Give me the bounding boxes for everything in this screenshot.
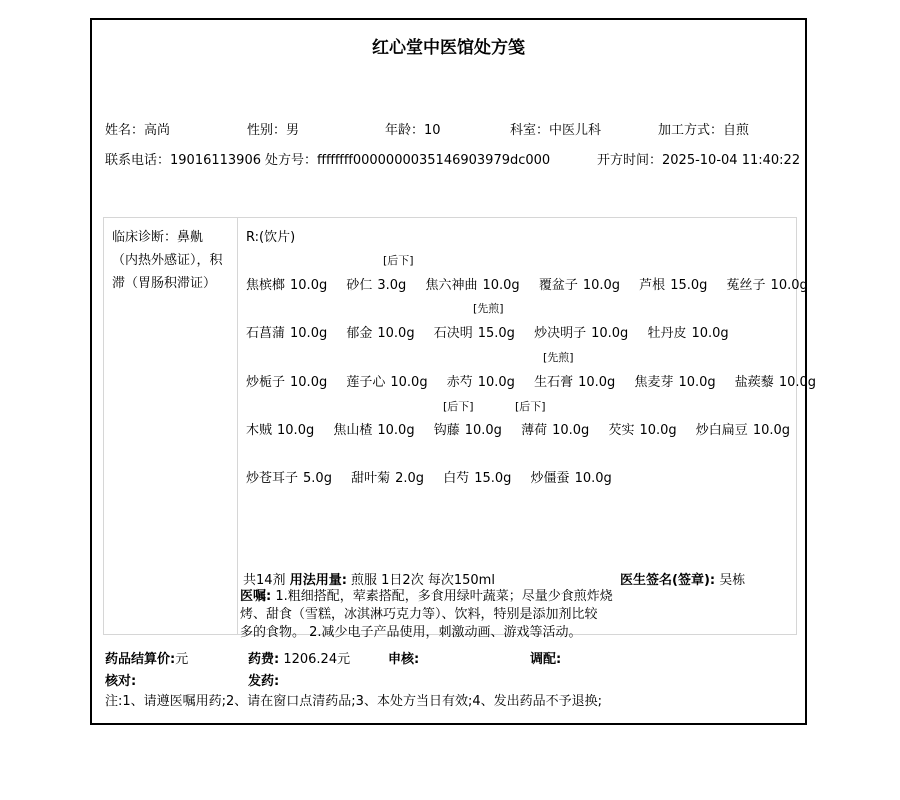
settle-price (105, 648, 188, 667)
usage-text: 煎服 1日2次 每次150ml (351, 573, 495, 588)
herb-line (246, 322, 744, 341)
herb-name: 炒栀子 (246, 375, 286, 390)
patient-name-value: 高尚 (144, 123, 171, 138)
herb-dose: 10.0g (464, 423, 502, 438)
herb-item (696, 419, 790, 438)
dispense-label: 调配: (530, 652, 562, 667)
usage-row (243, 569, 495, 588)
patient-gender (247, 119, 299, 138)
herb-name: 赤芍 (446, 375, 473, 390)
give-label: 发药: (248, 674, 280, 689)
total-doses: 共14剂 (243, 573, 286, 588)
footer-note: 注:1、请遵医嘱用药;2、请在窗口点清药品;3、本处方当日有效;4、发出药品不予退换; (105, 694, 602, 709)
herb-item (443, 467, 511, 486)
phone-label: 联系电话： (105, 153, 171, 168)
herb-dose: 10.0g (778, 375, 817, 390)
decoction-note: [先煎] (473, 302, 504, 315)
prescription-box (103, 217, 817, 640)
patient-name-label: 姓名： (105, 123, 145, 138)
herb-name: 白芍 (443, 471, 470, 486)
rx-number-label: 处方号： (265, 153, 318, 168)
herb-name: 焦槟榔 (246, 278, 286, 293)
herb-dose: 10.0g (591, 326, 629, 341)
medical-advice (240, 588, 613, 642)
rx-datetime-value: 2025-10-04 11:40:22 (662, 153, 801, 168)
herb-dose: 10.0g (752, 423, 791, 438)
process-method-label: 加工方式： (658, 123, 724, 138)
herb-item (447, 371, 515, 390)
herb-item (608, 419, 676, 438)
herb-line (246, 467, 627, 486)
herb-name: 石菖蒲 (246, 326, 286, 341)
herb-dose: 10.0g (770, 278, 808, 293)
herb-dose: 10.0g (390, 375, 428, 390)
advice-label: 医嘱: (240, 589, 272, 604)
advice-line: 烤、甜食（雪糕，冰淇淋巧克力等）、饮料，特别是添加剂比较 (240, 607, 598, 622)
herb-dose: 10.0g (639, 423, 677, 438)
advice-line: 多的食物。 2.减少电子产品使用，刺激动画、游戏等活动。 (240, 625, 582, 640)
herb-name: 芦根 (639, 278, 666, 293)
herb-name: 菟丝子 (726, 278, 766, 293)
herb-dose: 10.0g (277, 423, 315, 438)
rx-datetime-label: 开方时间： (597, 153, 663, 168)
herb-name: 石决明 (433, 326, 473, 341)
herb-item (647, 322, 728, 341)
herb-name: 焦六神曲 (425, 278, 478, 293)
herb-dose: 15.0g (670, 278, 708, 293)
herb-item (434, 322, 515, 341)
patient-age-value: 10 (424, 123, 441, 138)
herb-dose: 10.0g (482, 278, 520, 293)
patient-gender-value: 男 (286, 123, 300, 138)
herb-dose: 15.0g (477, 326, 515, 341)
herb-item (351, 467, 424, 486)
herb-dose: 10.0g (578, 375, 616, 390)
herb-item (434, 419, 502, 438)
patient-age-label: 年龄： (385, 123, 425, 138)
herb-dose: 10.0g (290, 375, 328, 390)
decoction-note: [后下] (443, 400, 474, 413)
herb-item (539, 274, 620, 293)
herb-dose: 10.0g (582, 278, 621, 293)
diagnosis-cell (104, 218, 238, 634)
herb-item (735, 371, 816, 390)
herb-dose: 10.0g (691, 326, 729, 341)
herb-item (246, 322, 327, 341)
phone-value: 19016113906 (170, 153, 261, 168)
herb-dose: 10.0g (574, 471, 612, 486)
herb-item (346, 274, 406, 293)
herb-item (246, 419, 314, 438)
herb-name: 砂仁 (346, 278, 373, 293)
herb-item (425, 274, 519, 293)
herb-item (727, 274, 808, 293)
herb-name: 炒决明子 (534, 326, 587, 341)
herb-dose: 15.0g (474, 471, 512, 486)
decoction-note: [后下] (515, 400, 546, 413)
herb-name: 芡实 (608, 423, 635, 438)
herb-name: 钩藤 (433, 423, 460, 438)
settle-price-value: 元 (175, 652, 189, 667)
herb-dose: 10.0g (290, 326, 328, 341)
advice-text: 1.粗细搭配，荤素搭配，多食用绿叶蔬菜；尽量少食煎炸烧 (275, 589, 613, 604)
herb-name: 炒苍耳子 (246, 471, 299, 486)
department-value: 中医儿科 (549, 123, 602, 138)
review-label: 申核: (388, 652, 420, 667)
herb-dose: 10.0g (477, 375, 515, 390)
diagnosis-label: 临床诊断： (112, 230, 178, 245)
doctor-signature-value: 吴栋 (719, 573, 746, 588)
herb-item (246, 467, 332, 486)
herb-name: 木贼 (246, 423, 273, 438)
rx-header: R:(饮片) (246, 230, 296, 245)
page-title: 红心堂中医馆处方笺 (372, 38, 525, 58)
prescription-sheet (90, 18, 817, 725)
herb-name: 生石膏 (534, 375, 574, 390)
herb-dose: 10.0g (377, 423, 415, 438)
herb-dose: 3.0g (377, 278, 407, 293)
decoction-note: [先煎] (543, 351, 574, 364)
rx-number-value: ffffffff0000000035146903979dc000 (317, 153, 551, 168)
herb-line (246, 274, 823, 293)
herb-name: 焦麦芽 (634, 375, 674, 390)
herb-item (531, 467, 612, 486)
herb-item (246, 371, 327, 390)
herb-item (534, 322, 628, 341)
herb-item (346, 322, 414, 341)
doctor-signature-label: 医生签名(签章): (620, 573, 716, 588)
herb-item (534, 371, 615, 390)
rx-datetime (597, 149, 800, 168)
herb-dose: 5.0g (303, 471, 332, 486)
rx-number (265, 149, 550, 168)
herb-name: 焦山楂 (333, 423, 373, 438)
department-label: 科室： (510, 123, 550, 138)
settle-price-label: 药品结算价: (105, 652, 176, 667)
herb-item (521, 419, 589, 438)
herb-item (639, 274, 707, 293)
patient-age (385, 119, 441, 138)
herb-name: 郁金 (346, 326, 373, 341)
patient-name (105, 119, 170, 138)
herb-line (246, 419, 805, 438)
herb-name: 莲子心 (346, 375, 386, 390)
herb-name: 炒僵蚕 (530, 471, 570, 486)
herb-item (246, 274, 327, 293)
rx-cell (238, 218, 817, 640)
process-method-value: 自煎 (723, 123, 750, 138)
herb-name: 炒白扁豆 (695, 423, 748, 438)
decoction-note: [后下] (383, 254, 414, 267)
doctor-signature (620, 569, 745, 588)
check-label: 核对: (105, 674, 137, 689)
herb-item (346, 371, 427, 390)
herb-dose: 10.0g (377, 326, 415, 341)
diagnosis-text: 鼻鼽（内热外感证），积滞（胃肠积滞证） (112, 230, 223, 291)
herb-dose: 10.0g (290, 278, 328, 293)
herb-item (634, 371, 715, 390)
herb-name: 覆盆子 (538, 278, 578, 293)
advice-line (240, 588, 613, 606)
herb-dose: 2.0g (395, 471, 425, 486)
herb-dose: 10.0g (678, 375, 716, 390)
herb-name: 薄荷 (521, 423, 548, 438)
herb-line (246, 371, 831, 390)
phone (105, 149, 261, 168)
medicine-fee (248, 648, 350, 667)
medicine-fee-value: 1206.24元 (283, 652, 351, 667)
patient-gender-label: 性别： (247, 123, 287, 138)
medicine-fee-label: 药费: (248, 652, 280, 667)
usage-label: 用法用量: (289, 573, 347, 588)
herb-name: 甜叶菊 (351, 471, 391, 486)
herb-dose: 10.0g (552, 423, 590, 438)
herb-name: 牡丹皮 (647, 326, 687, 341)
process-method (658, 119, 749, 138)
herb-item (333, 419, 414, 438)
department (510, 119, 601, 138)
herb-name: 盐蒺藜 (734, 375, 774, 390)
